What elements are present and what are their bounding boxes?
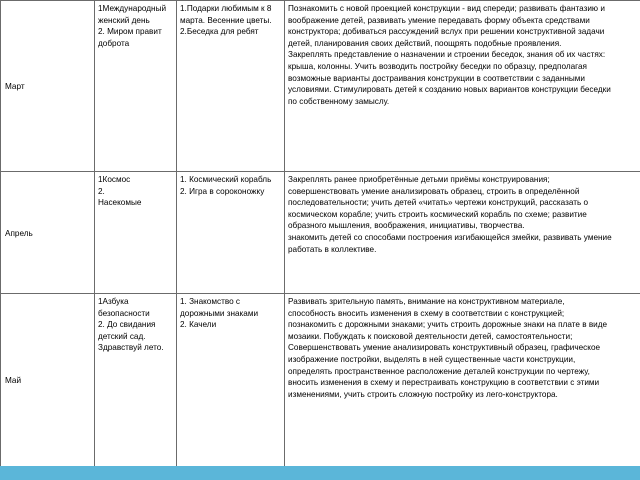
goals-cell [285,1,640,172]
cell-text-line: 2. Миром правит [98,27,162,37]
cell-text-line: детский сад. [98,331,146,341]
cell-text-line: Здравствуй лето. [98,343,164,353]
cell-text-line: 2. Качели [180,320,217,330]
themes-cell [95,172,177,294]
cell-text-line: Закреплять представление о назначении и строении беседок, знания об их частях: [288,50,606,60]
cell-text-line: безопасности [98,308,150,318]
goals-cell [285,294,640,467]
month-label: Апрель [5,228,33,238]
cell-text-line: 1Азбука [98,297,129,306]
month-cell [1,1,95,172]
goals-cell [285,172,640,294]
cell-text-line: последовательности; учить детей «читать» чертежи конструкций, рассказать о [288,198,589,208]
cell-text-line: 2. Игра в сороконожку [180,186,265,196]
cell-text-line: Совершенствовать умение анализировать конструктивный образец, графическое [288,343,601,353]
cell-text-line: изображение постройки, выделять в ней существенные части конструкции, [288,354,576,364]
month-cell [1,172,95,294]
cell-text-line: определять пространственное расположение деталей конструкции по чертежу, [288,366,590,376]
cell-text-line: изменениями, учить строить сложную постройку из лего-конструктора. [288,389,558,399]
bottom-frame-strip [0,466,640,480]
cell-text-line: 1.Подарки любимым к 8 [180,4,272,13]
cell-text-line: Познакомить с новой проекцией конструкции - вид спереди; развивать фантазию и [288,4,605,13]
cell-text-line: космическом корабле; учить строить космический корабль по схеме; развитие [288,209,587,219]
cell-text-line: 1Космос [98,175,131,184]
table-row [1,172,640,294]
cell-text-line: по собственному замыслу. [288,96,390,106]
month-label: Май [5,376,22,386]
activities-cell [177,294,285,467]
cell-text-line: крыша, колонны. Учить возводить постройку беседки по образцу, предполагая [288,61,587,71]
cell-text-line: познакомить с дорожными знаками; учить строить дорожные знаки на плате в виде [288,320,608,330]
cell-text-line: детей, планирования своих действий, поощрять подобные проявления. [288,38,562,48]
activities-cell [177,1,285,172]
cell-text-line: работать в коллективе. [288,244,377,254]
month-cell [1,294,95,467]
cell-text-line: женский день [98,15,150,25]
activities-cell [177,172,285,294]
cell-text-line: 2. [98,186,105,196]
cell-text-line: Насекомые [98,198,142,208]
themes-cell [95,1,177,172]
cell-text-line: совершенствовать умение анализировать образец, строить в определённой [288,186,580,196]
cell-text-line: 1. Космический корабль [180,175,272,184]
cell-text-line: образного мышления, воображения, инициативы, творчества. [288,221,525,231]
cell-text-line: 2. До свидания [98,320,156,330]
cell-text-line: возможные варианты достраивания конструкции в соответствии с заданными [288,73,585,83]
cell-text-line: 1Международный [98,4,167,13]
themes-cell [95,294,177,467]
month-label: Март [5,82,25,92]
cell-text-line: 2.Беседка для ребят [180,27,259,37]
cell-text-line: мозаики. Побуждать к поисковой деятельности детей, самостоятельности; [288,331,573,341]
cell-text-line: способность вносить изменения в схему в соответствии с конструкцией; [288,308,565,318]
cell-text-line: воображение детей, развивать умение передавать форму объекта средствами [288,15,590,25]
cell-text-line: марта. Весенние цветы. [180,15,272,25]
cell-text-line: 1. Знакомство с [180,297,241,306]
cell-text-line: вносить изменения в схему и перестраивать конструкцию в соответствии с этими [288,378,600,388]
cell-text-line: Развивать зрительную память, внимание на конструктивном материале, [288,297,565,306]
cell-text-line: конструктора; добиваться рассуждений вслух при решении конструктивной задачи [288,27,605,37]
cell-text-line: доброта [98,38,130,48]
cell-text-line: условиями. Стимулировать детей к созданию новых вариантов конструкции беседки [288,85,611,95]
table-row [1,294,640,467]
cell-text-line: Закреплять ранее приобретённые детьми приёмы конструирования; [288,175,550,184]
cell-text-line: дорожными знаками [180,308,259,318]
cell-text-line: знакомить детей со способами построения изгибающейся змейки, развивать умение [288,232,612,242]
table-row [1,1,640,172]
